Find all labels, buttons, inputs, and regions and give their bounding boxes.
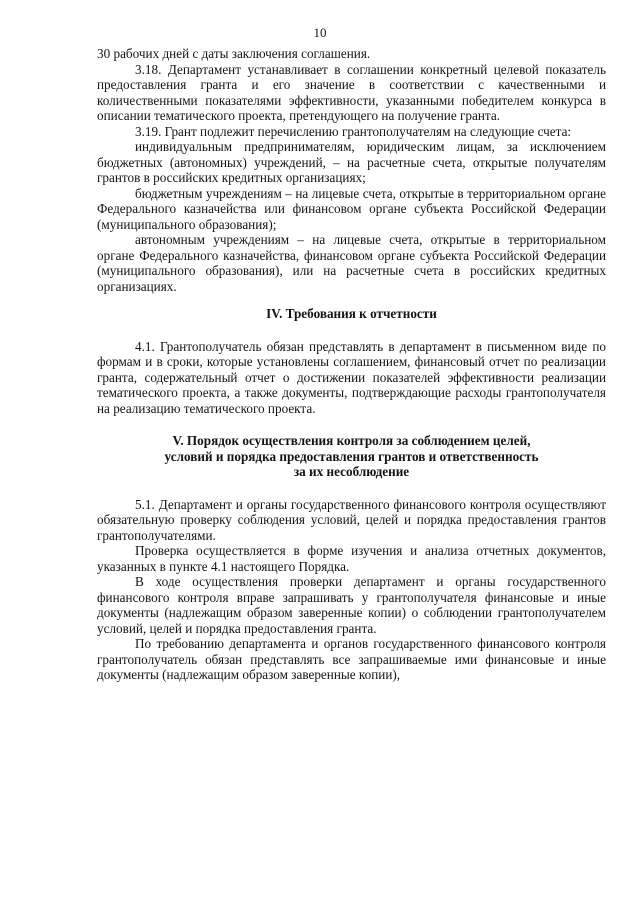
heading-line: условий и порядка предоставления грантов и ответственность <box>164 448 539 464</box>
paragraph: 5.1. Департамент и органы государственного финансового контроля осуществляют обязательную проверку соблюдения условий, целей и порядка предоставления грантов грантополучателями. <box>97 496 606 543</box>
paragraph: По требованию департамента и органов государственного финансового контроля грантополучатель обязан представлять все запрашиваемые ими финансовые и иные документы (надлежащим образом заверенные копии), <box>97 636 606 682</box>
paragraph: В ходе осуществления проверки департамент и органы государственного финансового контроля вправе запрашивать у грантополучателя финансовые и иные документы (надлежащим образом заверенные копии) о соблюдении грантополучателем условий, целей и порядка предоставления гранта. <box>97 574 606 636</box>
paragraph: Проверка осуществляется в форме изучения и анализа отчетных документов, указанных в пункте 4.1 настоящего Порядка. <box>97 543 606 574</box>
heading-line: за их несоблюдение <box>293 464 410 479</box>
paragraph: индивидуальным предпринимателям, юридическим лицам, за исключением бюджетных (автономных) учреждений, – на расчетные счета, открытые получателям грантов в российских кредитных организациях; <box>97 139 606 185</box>
paragraph: автономным учреждениям – на лицевые счета, открытые в территориальном органе Федерального казначейства, финансовом органе субъекта Российской Федерации (муниципального образования), или на расчетные счета в российских кредитных организациях. <box>97 232 606 294</box>
page-number: 10 <box>313 25 327 40</box>
section-heading-iv: IV. Требования к отчетности <box>266 306 437 321</box>
paragraph: 3.19. Грант подлежит перечислению грантополучателям на следующие счета: <box>135 123 572 139</box>
paragraph: 30 рабочих дней с даты заключения соглашения. <box>97 46 371 61</box>
section-heading-v <box>97 433 606 480</box>
paragraph: бюджетным учреждениям – на лицевые счета, открытые в территориальном органе Федерального казначейства или финансовом органе субъекта Российской Федерации (муниципального образования); <box>97 185 606 232</box>
paragraph: 4.1. Грантополучатель обязан представлять в департамент в письменном виде по формам и в сроки, которые установлены соглашением, финансовый отчет по реализации гранта, содержательный отчет о достижении показателей эффективности реализации тематического проекта, а также документы, подтверждающие расходы грантополучателя на реализацию тематического проекта. <box>97 338 606 416</box>
paragraph: 3.18. Департамент устанавливает в соглашении конкретный целевой показатель предоставления гранта и его значение в соответствии с качественными и количественными показателями эффективности, указанными победителем конкурса в описании тематического проекта, претендующего на получение гранта. <box>97 61 606 123</box>
document-body <box>97 46 606 683</box>
heading-line: V. Порядок осуществления контроля за соблюдением целей, <box>172 433 531 448</box>
